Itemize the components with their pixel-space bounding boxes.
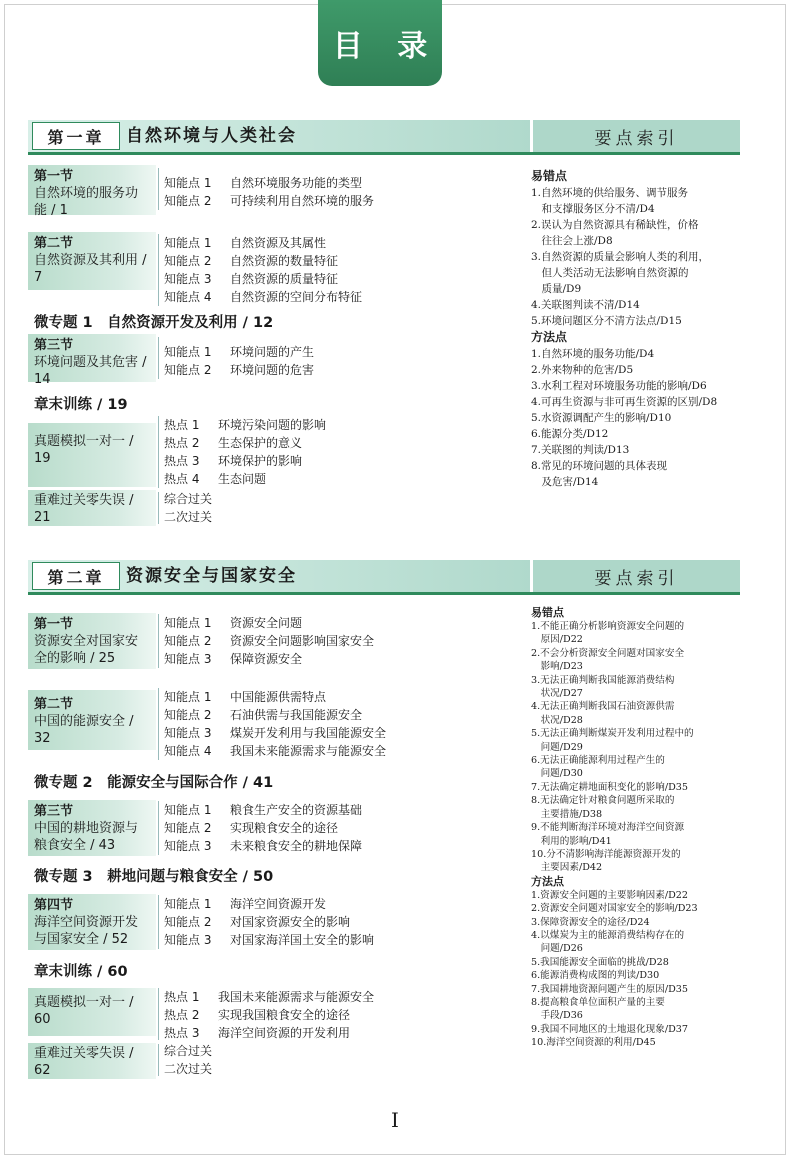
section-name: 重难过关零失误 / 62 — [34, 1046, 134, 1078]
section-name: 海洋空间资源开发与国家安全 / 52 — [34, 915, 139, 947]
knowledge-point[interactable]: 知能点 1 粮食生产安全的资源基础 — [164, 803, 363, 817]
methods-heading: 方法点 — [531, 874, 564, 888]
method-item[interactable]: 4.以煤炭为主的能源消费结构存在的 问题/D26 — [531, 929, 685, 955]
error-item[interactable]: 2.误认为自然资源具有稀缺性，价格 往往会上涨/D8 — [531, 219, 699, 247]
error-item[interactable]: 3.无法正确判断我国能源消费结构 状况/D27 — [531, 674, 675, 700]
section-points — [164, 988, 374, 1042]
method-item[interactable]: 2.资源安全问题对国家安全的影响/D23 — [531, 903, 698, 915]
methods-heading: 方法点 — [531, 330, 568, 344]
error-item[interactable]: 3.自然资源的质量会影响人类的利用， 但人类活动无法影响自然资源的 质量/D9 — [531, 251, 710, 295]
hot-point[interactable]: 热点 3 环境保护的影响 — [164, 454, 303, 468]
section-label[interactable] — [28, 690, 156, 750]
special-topic-3[interactable]: 微专题 3 耕地问题与粮食安全 / 50 — [34, 869, 274, 885]
section-number: 第二节 — [34, 236, 74, 251]
chapter-2-index — [531, 606, 761, 1050]
section-name: 自然环境的服务功能 / 1 — [34, 186, 139, 218]
error-item[interactable]: 2.不会分析资源安全问题对国家安全 影响/D23 — [531, 647, 685, 673]
chapter-2-title: 资源安全与国家安全 — [126, 566, 297, 586]
method-item[interactable]: 9.我国不同地区的土地退化现象/D37 — [531, 1023, 689, 1035]
method-item[interactable]: 5.我国能源安全面临的挑战/D28 — [531, 956, 669, 968]
error-item[interactable]: 5.无法正确判断煤炭开发利用过程中的 问题/D29 — [531, 728, 694, 753]
knowledge-point[interactable]: 知能点 3 煤炭开发利用与我国能源安全 — [164, 726, 387, 740]
section-points — [164, 234, 362, 306]
hot-point[interactable]: 热点 1 环境污染问题的影响 — [164, 418, 327, 432]
review-item[interactable]: 二次过关 — [164, 510, 213, 524]
error-item[interactable]: 8.无法确定针对粮食问题所采取的 主要措施/D38 — [531, 795, 675, 820]
section-label[interactable] — [28, 232, 156, 290]
section-points — [164, 895, 374, 949]
method-item[interactable]: 1.自然环境的服务功能/D4 — [531, 348, 655, 360]
method-item[interactable]: 4.可再生资源与非可再生资源的区别/D8 — [531, 396, 718, 408]
section-label[interactable] — [28, 165, 156, 218]
chapter-review[interactable]: 章末训练 / 60 — [34, 964, 128, 980]
knowledge-point[interactable]: 知能点 2 对国家资源安全的影响 — [164, 915, 351, 929]
hot-point[interactable]: 热点 1 我国未来能源需求与能源安全 — [164, 990, 375, 1004]
section-name: 真题模拟一对一 / 19 — [34, 434, 134, 466]
section-label[interactable] — [28, 988, 156, 1036]
chapter-1-label: 第一章 — [32, 122, 120, 150]
section-points — [164, 343, 314, 379]
knowledge-point[interactable]: 知能点 1 海洋空间资源开发 — [164, 897, 327, 911]
method-item[interactable]: 3.保障资源安全的途径/D24 — [531, 916, 650, 928]
section-label[interactable] — [28, 1043, 156, 1079]
section-number: 第二节 — [34, 697, 74, 712]
section-label[interactable] — [28, 423, 156, 487]
section-number: 第一节 — [34, 617, 74, 632]
hot-point[interactable]: 热点 2 实现我国粮食安全的途径 — [164, 1008, 351, 1022]
section-label[interactable] — [28, 894, 156, 950]
knowledge-point[interactable]: 知能点 3 对国家海洋国土安全的影响 — [164, 933, 375, 947]
hot-point[interactable]: 热点 2 生态保护的意义 — [164, 436, 303, 450]
method-item[interactable]: 10.海洋空间资源的利用/D45 — [531, 1037, 656, 1049]
section-label[interactable] — [28, 613, 156, 669]
knowledge-point[interactable]: 知能点 2 可持续利用自然环境的服务 — [164, 194, 375, 208]
chapter-1-header — [28, 120, 740, 152]
knowledge-point[interactable]: 知能点 4 我国未来能源需求与能源安全 — [164, 744, 387, 758]
error-item[interactable]: 4.无法正确判断我国石油资源供需 状况/D28 — [531, 701, 675, 726]
knowledge-point[interactable]: 知能点 2 环境问题的危害 — [164, 363, 315, 377]
knowledge-point[interactable]: 知能点 1 中国能源供需特点 — [164, 690, 327, 704]
knowledge-point[interactable]: 知能点 1 资源安全问题 — [164, 616, 303, 630]
method-item[interactable]: 1.资源安全问题的主要影响因素/D22 — [531, 889, 689, 901]
section-name: 真题模拟一对一 / 60 — [34, 995, 134, 1027]
page-number: I — [391, 1108, 399, 1132]
error-item[interactable]: 1.自然环境的供给服务、调节服务 和支撑服务区分不清/D4 — [531, 187, 689, 215]
method-item[interactable]: 7.关联图的判读/D13 — [531, 444, 630, 456]
section-name: 资源安全对国家安全的影响 / 25 — [34, 634, 139, 666]
knowledge-point[interactable]: 知能点 3 未来粮食安全的耕地保障 — [164, 839, 363, 853]
section-points — [164, 801, 362, 855]
section-name: 环境问题及其危害 / 14 — [34, 355, 147, 387]
knowledge-point[interactable]: 知能点 2 实现粮食安全的途径 — [164, 821, 339, 835]
errors-heading: 易错点 — [531, 169, 568, 183]
knowledge-point[interactable]: 知能点 1 环境问题的产生 — [164, 345, 315, 359]
knowledge-point[interactable]: 知能点 4 自然资源的空间分布特征 — [164, 290, 363, 304]
error-item[interactable]: 5.环境问题区分不清方法点/D15 — [531, 315, 682, 327]
section-points — [164, 416, 326, 488]
error-item[interactable]: 6.无法正确能源利用过程产生的 问题/D30 — [531, 755, 665, 780]
errors-heading: 易错点 — [531, 606, 564, 619]
knowledge-point[interactable]: 知能点 3 自然资源的质量特征 — [164, 272, 339, 286]
section-points — [164, 614, 374, 668]
error-item[interactable]: 1.不能正确分析影响资源安全问题的 原因/D22 — [531, 621, 685, 646]
knowledge-point[interactable]: 知能点 2 石油供需与我国能源安全 — [164, 708, 363, 722]
section-points — [164, 1042, 212, 1078]
method-item[interactable]: 7.我国耕地资源问题产生的原因/D35 — [531, 983, 689, 995]
knowledge-point[interactable]: 知能点 1 自然环境服务功能的类型 — [164, 176, 363, 190]
error-item[interactable]: 9.不能判断海洋环境对海洋空间资源 利用的影响/D41 — [531, 822, 685, 847]
method-item[interactable]: 6.能源分类/D12 — [531, 428, 609, 440]
chapter-1-index-label: 要点索引 — [530, 120, 740, 152]
hot-point[interactable]: 热点 3 海洋空间资源的开发利用 — [164, 1026, 351, 1040]
knowledge-point[interactable]: 知能点 1 自然资源及其属性 — [164, 236, 327, 250]
method-item[interactable]: 8.提高粮食单位面积产量的主要 手段/D36 — [531, 996, 665, 1022]
error-item[interactable]: 7.无法确定耕地面积变化的影响/D35 — [531, 781, 689, 793]
knowledge-point[interactable]: 知能点 2 资源安全问题影响国家安全 — [164, 634, 375, 648]
review-item[interactable]: 综合过关 — [164, 492, 213, 506]
section-number: 第四节 — [34, 898, 74, 913]
chapter-1-title: 自然环境与人类社会 — [126, 126, 297, 146]
section-label[interactable] — [28, 490, 156, 526]
section-name: 中国的能源安全 / 32 — [34, 714, 134, 746]
chapter-2-index-label: 要点索引 — [530, 560, 740, 592]
hot-point[interactable]: 热点 4 生态问题 — [164, 472, 267, 486]
section-label[interactable] — [28, 800, 156, 856]
section-number: 第一节 — [34, 169, 74, 184]
section-name: 中国的耕地资源与粮食安全 / 43 — [34, 821, 139, 853]
method-item[interactable]: 6.能源消费构成图的判读/D30 — [531, 970, 660, 982]
chapter-review[interactable]: 章末训练 / 19 — [34, 397, 128, 413]
toc-title: 目 录 — [332, 29, 440, 64]
error-item[interactable]: 10.分不清影响海洋能源资源开发的 主要因素/D42 — [531, 848, 681, 874]
section-name: 自然资源及其利用 / 7 — [34, 253, 147, 285]
section-points — [164, 490, 212, 526]
special-topic-1[interactable]: 微专题 1 自然资源开发及利用 / 12 — [34, 315, 274, 331]
section-number: 第三节 — [34, 804, 74, 819]
chapter-2-label: 第二章 — [32, 562, 120, 590]
knowledge-point[interactable]: 知能点 2 自然资源的数量特征 — [164, 254, 339, 268]
method-item[interactable]: 2.外来物种的危害/D5 — [531, 364, 634, 376]
section-number: 第三节 — [34, 338, 74, 353]
review-item[interactable]: 综合过关 — [164, 1044, 213, 1058]
chapter-2-header — [28, 560, 740, 592]
chapter-1-index — [531, 168, 761, 490]
method-item[interactable]: 8.常见的环境问题的具体表现 及危害/D14 — [531, 460, 668, 488]
review-item[interactable]: 二次过关 — [164, 1062, 213, 1076]
section-name: 重难过关零失误 / 21 — [34, 493, 134, 525]
special-topic-2[interactable]: 微专题 2 能源安全与国际合作 / 41 — [34, 775, 274, 791]
method-item[interactable]: 5.水资源调配产生的影响/D10 — [531, 412, 672, 424]
method-item[interactable]: 3.水利工程对环境服务功能的影响/D6 — [531, 380, 707, 392]
section-points — [164, 688, 386, 760]
error-item[interactable]: 4.关联图判读不清/D14 — [531, 299, 640, 311]
section-label[interactable] — [28, 334, 156, 387]
section-points — [164, 174, 374, 210]
knowledge-point[interactable]: 知能点 3 保障资源安全 — [164, 652, 303, 666]
toc-title-tab — [318, 0, 442, 86]
